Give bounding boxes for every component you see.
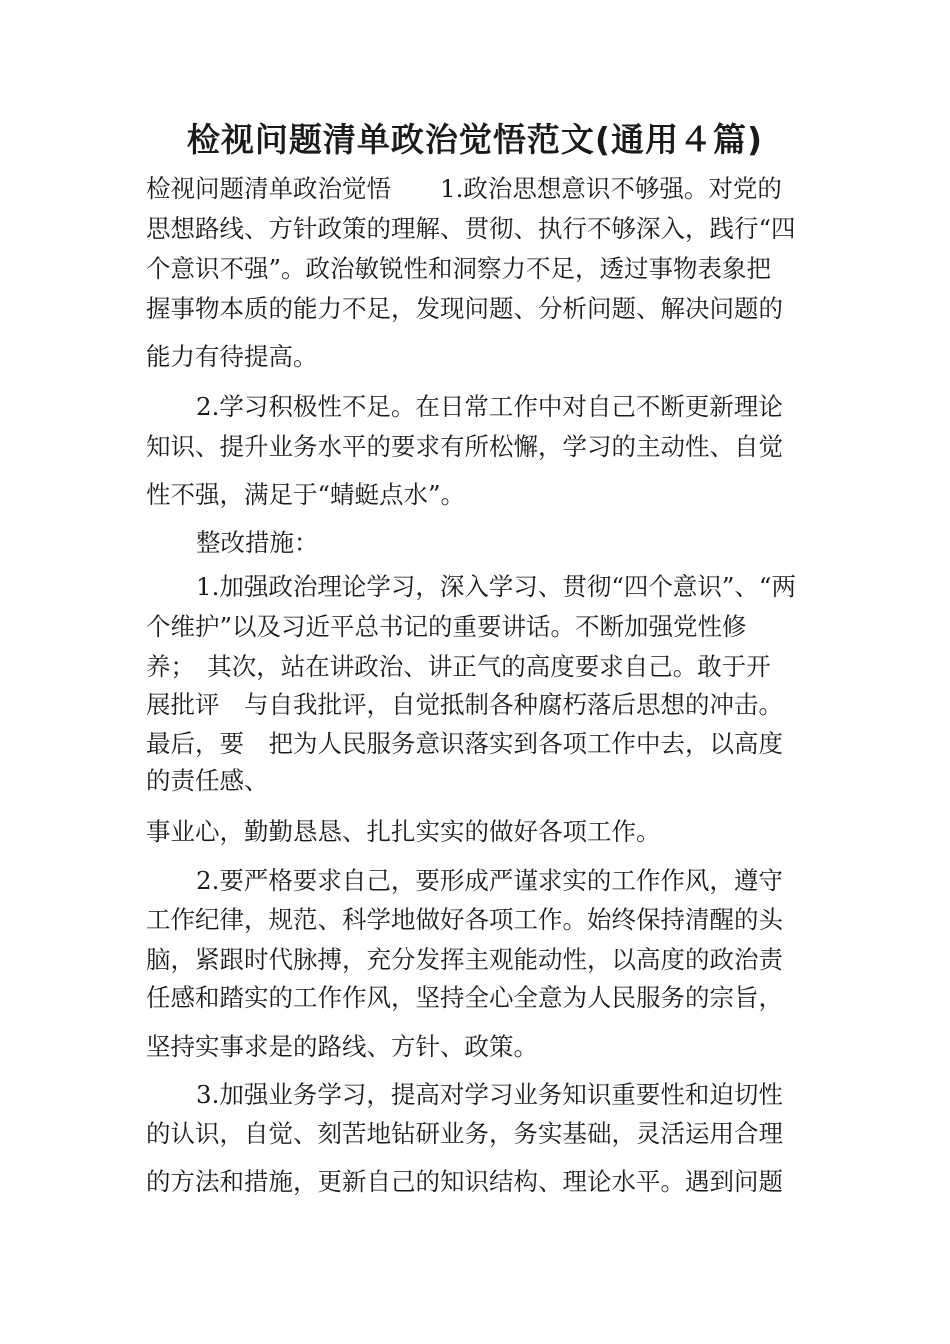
- text-line: 的认识，自觉、刻苦地钻研业务，务实基础，灵活运用合理: [146, 1119, 783, 1148]
- text-line: 2.学习积极性不足。在日常工作中对自己不断更新理论: [196, 392, 783, 421]
- text-line: 性不强，满足于“蜻蜓点水”。: [146, 480, 466, 509]
- text-line: 2.要严格要求自己，要形成严谨求实的工作作风，遵守: [196, 866, 783, 895]
- text-line: 展批评 与自我批评，自觉抵制各种腐朽落后思想的冲击。: [146, 690, 783, 719]
- text-line: 的责任感、: [146, 766, 269, 795]
- text-line: 握事物本质的能力不足，发现问题、分析问题、解决问题的: [146, 294, 783, 323]
- section-heading: 整改措施：: [196, 528, 319, 557]
- text-line: 坚持实事求是的路线、方针、政策。: [146, 1032, 538, 1061]
- text-line: 个意识不强”。政治敏锐性和洞察力不足，透过事物表象把: [146, 254, 772, 283]
- text-line: 养； 其次，站在讲政治、讲正气的高度要求自己。敢于开: [146, 652, 771, 681]
- text-line: 的方法和措施，更新自己的知识结构、理论水平。遇到问题: [146, 1167, 783, 1196]
- text-line: 任感和踏实的工作作风，坚持全心全意为人民服务的宗旨，: [146, 983, 783, 1012]
- text-line: 思想路线、方针政策的理解、贯彻、执行不够深入，践行“四: [146, 214, 796, 243]
- text-line: 脑，紧跟时代脉搏，充分发挥主观能动性，以高度的政治责: [146, 945, 783, 974]
- text-line: 能力有待提高。: [146, 342, 318, 371]
- document-title: 检视问题清单政治觉悟范文(通用４篇): [186, 120, 764, 159]
- text-line: 事业心，勤勤恳恳、扎扎实实的做好各项工作。: [146, 817, 661, 846]
- text-line: 检视问题清单政治觉悟 1.政治思想意识不够强。对党的: [146, 174, 782, 203]
- text-line: 知识、提升业务水平的要求有所松懈，学习的主动性、自觉: [146, 432, 783, 461]
- text-line: 个维护”以及习近平总书记的重要讲话。不断加强党性修: [146, 612, 747, 641]
- text-line: 工作纪律，规范、科学地做好各项工作。始终保持清醒的头: [146, 905, 783, 934]
- text-line: 3.加强业务学习，提高对学习业务知识重要性和迫切性: [196, 1080, 783, 1109]
- text-line: 1.加强政治理论学习，深入学习、贯彻“四个意识”、“两: [196, 572, 796, 601]
- text-line: 最后，要 把为人民服务意识落实到各项工作中去，以高度: [146, 729, 783, 758]
